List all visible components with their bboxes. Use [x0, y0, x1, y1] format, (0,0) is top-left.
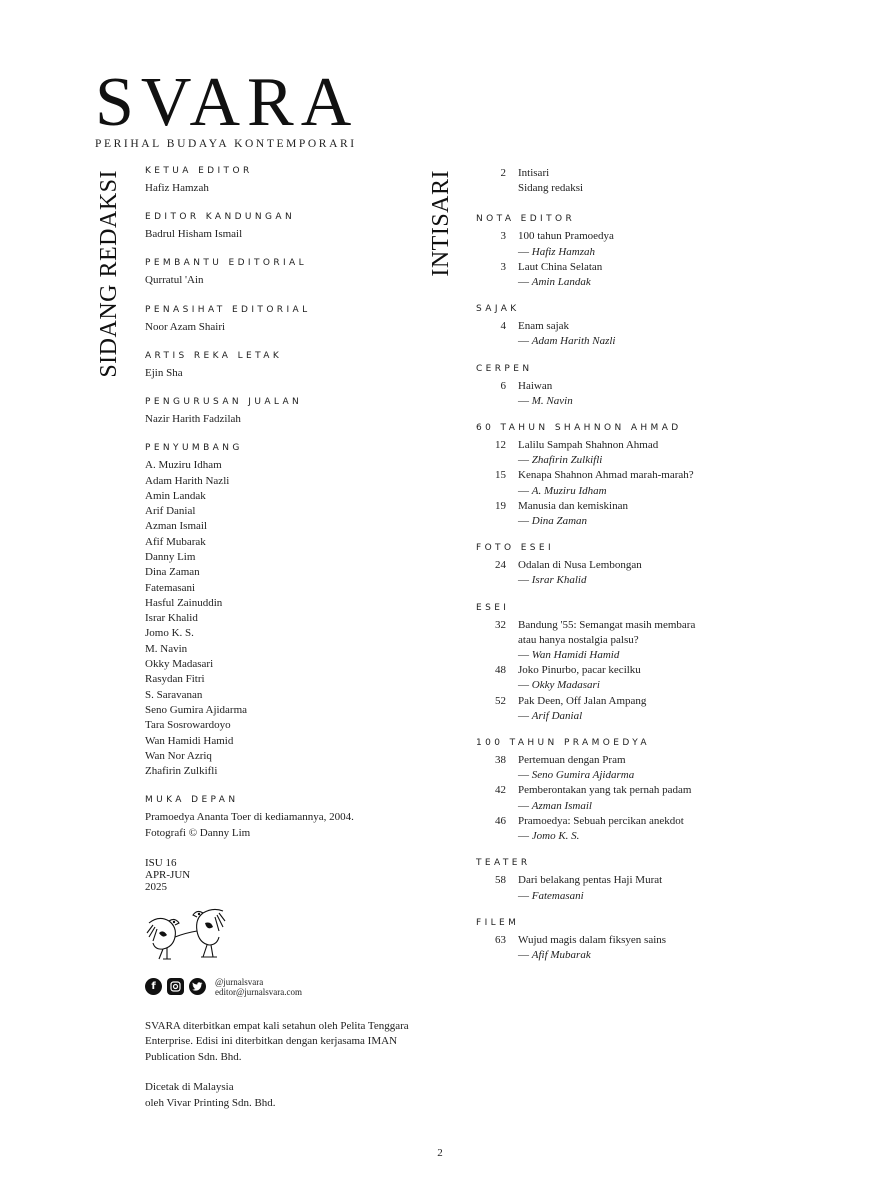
staff-role-label: PENGURUSAN JUALAN — [145, 397, 303, 408]
toc-page-number: 24 — [495, 559, 506, 572]
staff-name: Ejin Sha — [145, 366, 183, 379]
toc-author: — Israr Khalid — [518, 574, 587, 587]
contributor-name: Tara Sosrowardoyo — [145, 719, 231, 732]
toc-entry-body — [518, 873, 662, 903]
toc-section — [476, 603, 796, 724]
toc-entry[interactable] — [476, 319, 796, 349]
staff-name: Qurratul 'Ain — [145, 274, 204, 287]
contributors-section — [145, 443, 415, 779]
issue-info — [145, 857, 415, 893]
magazine-tagline: PERIHAL BUDAYA KONTEMPORARI — [95, 138, 357, 150]
issue-months: APR-JUN — [145, 868, 191, 881]
toc-author-name: Seno Gumira Ajidarma — [531, 769, 635, 782]
toc-entry[interactable] — [476, 229, 796, 259]
contributors-label: PENYUMBANG — [145, 443, 243, 454]
toc-author-name: Hafiz Hamzah — [531, 245, 596, 258]
toc-title: Pramoedya: Sebuah percikan anekdot — [518, 814, 684, 827]
staff-section — [145, 212, 415, 242]
staff-section — [145, 166, 415, 196]
issue-year: 2025 — [145, 880, 167, 893]
toc-entry[interactable] — [476, 618, 796, 664]
contributor-name: Hasful Zainuddin — [145, 596, 223, 609]
publisher-note: SVARA diterbitkan empat kali setahun oleh Pelita Tenggara Enterprise. Edisi ini diterbitkan dengan kerjasama IMAN Publication Sdn. Bhd. — [145, 1019, 409, 1063]
toc-entry[interactable] — [476, 558, 796, 588]
toc-author-name: Arif Danial — [531, 709, 583, 722]
toc-entry-body — [518, 663, 641, 693]
contributor-name: Wan Hamidi Hamid — [145, 734, 234, 747]
contributor-name: Wan Nor Azriq — [145, 749, 212, 762]
toc-author-name: Israr Khalid — [531, 574, 587, 587]
toc-page-number: 32 — [495, 618, 506, 631]
toc-entry-body — [518, 166, 583, 196]
toc-entry-body — [518, 694, 646, 724]
contributor-name: Azman Ismail — [145, 520, 208, 533]
toc-author: — Adam Harith Nazli — [518, 335, 616, 348]
toc-entry[interactable] — [476, 873, 796, 903]
contributor-name: Israr Khalid — [145, 612, 198, 625]
contributor-name: Seno Gumira Ajidarma — [145, 703, 248, 716]
toc-title: Kenapa Shahnon Ahmad marah-marah? — [518, 469, 694, 482]
facebook-icon[interactable]: f — [145, 978, 162, 995]
toc-title: 100 tahun Pramoedya — [518, 230, 614, 243]
printer-note — [145, 1080, 415, 1111]
contributor-name: Adam Harith Nazli — [145, 474, 230, 487]
toc-section-label: NOTA EDITOR — [476, 214, 576, 225]
toc-section — [476, 364, 796, 409]
birds-illustration — [145, 903, 415, 965]
staff-role-label: KETUA EDITOR — [145, 166, 253, 176]
contributor-name: Dina Zaman — [145, 566, 200, 579]
staff-section — [145, 305, 415, 335]
toc-title: atau hanya nostalgia palsu? — [518, 633, 639, 646]
toc-entry[interactable] — [476, 499, 796, 529]
toc-entry-body — [518, 558, 642, 588]
contributor-name: Jomo K. S. — [145, 627, 194, 640]
instagram-glyph — [170, 981, 181, 992]
staff-name: Nazir Harith Fadzilah — [145, 413, 241, 426]
staff-section — [145, 351, 415, 381]
toc-author: — Afif Mubarak — [518, 948, 591, 961]
toc-section-label: 100 TAHUN PRAMOEDYA — [476, 738, 650, 749]
toc-title: Intisari — [518, 167, 550, 179]
toc-title: Pertemuan dengan Pram — [518, 754, 626, 767]
contact-email[interactable]: editor@jurnalsvara.com — [215, 986, 303, 997]
toc-page-number: 15 — [495, 469, 506, 482]
staff-role-label: EDITOR KANDUNGAN — [145, 212, 296, 223]
toc-author-name: Jomo K. S. — [531, 830, 580, 843]
toc-author: — Arif Danial — [518, 709, 583, 722]
toc-author-name: Afif Mubarak — [531, 948, 591, 961]
toc-author-name: Fatemasani — [531, 889, 584, 902]
toc-author-name: Amin Landak — [531, 276, 591, 289]
toc-section — [476, 304, 796, 349]
toc-entry-body — [518, 438, 658, 468]
printer-note-line: oleh Vivar Printing Sdn. Bhd. — [145, 1096, 276, 1109]
toc-title: Dari belakang pentas Haji Murat — [518, 874, 663, 887]
toc-section-label: ESEI — [476, 602, 510, 613]
toc-author: — Fatemasani — [518, 889, 584, 902]
staff-name: Hafiz Hamzah — [145, 182, 209, 194]
staff-role-label: PENASIHAT EDITORIAL — [145, 304, 311, 315]
toc-page-number: 58 — [495, 874, 506, 887]
toc-author-name: Okky Madasari — [531, 679, 600, 692]
staff-list — [145, 166, 415, 427]
toc-title: Bandung '55: Semangat masih membara — [518, 618, 696, 631]
toc-title: Joko Pinurbo, pacar kecilku — [518, 664, 641, 677]
toc-title: Wujud magis dalam fiksyen sains — [518, 933, 667, 946]
toc-author-name: Wan Hamidi Hamid — [531, 649, 620, 662]
contributor-name: Afif Mubarak — [145, 535, 206, 548]
toc-author-name: Azman Ismail — [531, 799, 592, 812]
toc-section — [476, 738, 796, 844]
toc-title: Manusia dan kemiskinan — [518, 499, 628, 512]
toc-list — [476, 214, 796, 963]
staff-role-label: PEMBANTU EDITORIAL — [145, 258, 308, 269]
toc-entry[interactable] — [476, 260, 796, 290]
toc-author: — Hafiz Hamzah — [518, 245, 596, 258]
toc-section — [476, 918, 796, 963]
issue-number: ISU 16 — [145, 856, 177, 869]
toc-title: Sidang redaksi — [518, 182, 584, 195]
contributor-name: S. Saravanan — [145, 688, 203, 701]
contributor-name: Arif Danial — [145, 505, 196, 518]
toc-page-number: 3 — [500, 230, 506, 243]
toc-page-number: 3 — [500, 260, 506, 273]
toc-author: — Amin Landak — [518, 276, 591, 289]
social-handles — [215, 977, 302, 997]
toc-page-number: 63 — [495, 933, 506, 946]
toc-entry[interactable] — [476, 468, 796, 498]
cover-caption: Pramoedya Ananta Toer di kediamannya, 2004. — [145, 811, 354, 824]
toc-title: Haiwan — [518, 379, 553, 392]
toc-entry-body — [518, 783, 692, 813]
staff-name: Badrul Hisham Ismail — [145, 228, 243, 241]
toc-section — [476, 423, 796, 529]
contributor-name: Okky Madasari — [145, 658, 214, 671]
contributor-name: Amin Landak — [145, 489, 206, 502]
toc-entry-body — [518, 814, 684, 844]
toc-page-number: 42 — [495, 784, 506, 797]
toc-entry-body — [518, 618, 695, 664]
toc-title: Laut China Selatan — [518, 260, 603, 273]
contributor-name: Zhafirin Zulkifli — [145, 765, 218, 778]
birds-icon — [145, 903, 227, 961]
toc-author-name: M. Navin — [531, 394, 573, 407]
printer-note-line: Dicetak di Malaysia — [145, 1081, 234, 1094]
contributors-list — [145, 458, 415, 779]
toc-entry-body — [518, 468, 694, 498]
contributor-name: Rasydan Fitri — [145, 673, 205, 686]
toc-entry[interactable] — [476, 166, 796, 196]
toc-section-label: 60 TAHUN SHAHNON AHMAD — [476, 423, 682, 434]
staff-section — [145, 397, 415, 427]
toc-title: Odalan di Nusa Lembongan — [518, 559, 642, 572]
toc-page-number: 2 — [500, 167, 506, 179]
toc-page-number: 46 — [495, 814, 506, 827]
staff-name: Noor Azam Shairi — [145, 320, 226, 333]
toc-title: Pemberontakan yang tak pernah padam — [518, 784, 692, 797]
toc-entry[interactable] — [476, 933, 796, 963]
toc-page-number: 48 — [495, 664, 506, 677]
contributor-name: A. Muziru Idham — [145, 459, 222, 472]
toc-page-number: 12 — [495, 439, 506, 452]
toc-section — [476, 214, 796, 290]
toc-author: — Azman Ismail — [518, 799, 592, 812]
social-links — [145, 977, 415, 997]
twitter-glyph — [192, 982, 203, 991]
contributor-name: M. Navin — [145, 642, 188, 655]
cover-credit: Fotografi © Danny Lim — [145, 826, 251, 839]
toc-entry-body — [518, 499, 628, 529]
toc-entry[interactable] — [476, 663, 796, 693]
toc-entry-body — [518, 753, 634, 783]
toc-author-name: Zhafirin Zulkifli — [531, 454, 603, 467]
toc-author-name: A. Muziru Idham — [531, 484, 607, 497]
toc-author: — Seno Gumira Ajidarma — [518, 769, 635, 782]
page-number: 2 — [437, 1147, 443, 1159]
toc-page-number: 52 — [495, 694, 506, 707]
toc-section-label: TEATER — [476, 858, 531, 869]
toc-author: — Dina Zaman — [518, 515, 588, 528]
toc-page-number: 4 — [500, 320, 506, 333]
toc-section-label: FOTO ESEI — [476, 543, 555, 554]
toc-entry-body — [518, 260, 602, 290]
toc-entry[interactable] — [476, 379, 796, 409]
contributor-name: Danny Lim — [145, 551, 196, 563]
toc-entry[interactable] — [476, 814, 796, 844]
toc-page-number: 6 — [500, 379, 506, 392]
intisari-heading: INTISARI — [428, 170, 454, 277]
staff-role-label: ARTIS REKA LETAK — [145, 350, 283, 361]
twitter-icon[interactable] — [189, 978, 206, 995]
toc-author: — Okky Madasari — [518, 679, 600, 692]
toc-entry-body — [518, 933, 666, 963]
toc-author: — Jomo K. S. — [518, 830, 580, 843]
toc-entry[interactable] — [476, 783, 796, 813]
instagram-icon[interactable] — [167, 978, 184, 995]
toc-title: Pak Deen, Off Jalan Ampang — [518, 694, 647, 707]
toc-author-name: Adam Harith Nazli — [531, 335, 616, 348]
toc-author: — A. Muziru Idham — [518, 484, 607, 497]
toc-title: Enam sajak — [518, 320, 570, 333]
magazine-logo: SVARA — [95, 64, 359, 141]
toc-entry-body — [518, 379, 573, 409]
social-handle[interactable]: @jurnalsvara — [215, 976, 264, 987]
toc-entry[interactable] — [476, 753, 796, 783]
toc-page-number: 38 — [495, 754, 506, 767]
toc-intro — [476, 166, 796, 196]
toc-column — [476, 166, 796, 977]
sidang-redaksi-heading: SIDANG REDAKSI — [96, 170, 122, 378]
toc-section-label: SAJAK — [476, 304, 520, 315]
staff-column — [145, 166, 415, 1111]
toc-entry[interactable] — [476, 694, 796, 724]
toc-author-name: Dina Zaman — [531, 515, 588, 528]
toc-title: Lalilu Sampah Shahnon Ahmad — [518, 439, 659, 452]
toc-author: — Wan Hamidi Hamid — [518, 649, 620, 662]
toc-entry-body — [518, 229, 614, 259]
toc-section — [476, 858, 796, 903]
toc-page-number: 19 — [495, 499, 506, 512]
contributor-name: Fatemasani — [145, 581, 196, 594]
masthead — [95, 64, 359, 150]
toc-author: — Zhafirin Zulkifli — [518, 454, 603, 467]
toc-entry-body — [518, 319, 615, 349]
toc-entry[interactable] — [476, 438, 796, 468]
toc-author: — M. Navin — [518, 394, 573, 407]
cover-label: MUKA DEPAN — [145, 795, 239, 806]
toc-section-label: FILEM — [476, 917, 520, 928]
staff-section — [145, 258, 415, 288]
toc-section-label: CERPEN — [476, 363, 533, 374]
cover-section — [145, 795, 415, 840]
toc-section — [476, 543, 796, 588]
